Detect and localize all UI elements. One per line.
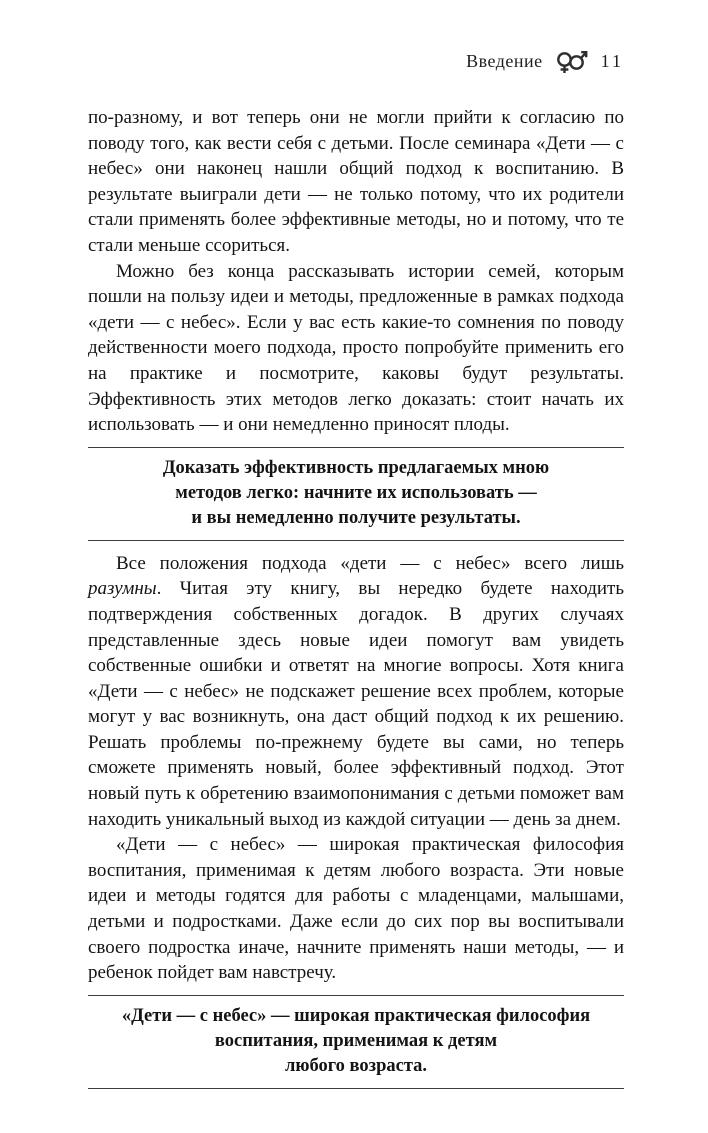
callout-line: и вы немедленно получите результаты. xyxy=(191,507,521,528)
paragraph-continuation: по-разному, и вот теперь они не могли прийти к согласию по поводу того, как вести себя с детьми. После семинара «Дети — с небес» они наконец нашли общий подход к воспитанию. В результате выиграли дети — не только потому, что их родители стали применять более эффективные методы, но и потому, что те стали меньше ссориться. xyxy=(88,107,624,256)
gender-symbols-icon xyxy=(554,48,588,75)
section-title: Введение xyxy=(466,51,543,71)
page-body xyxy=(88,105,624,1089)
paragraph-text: . Читая эту книгу, вы нередко будете находить подтверждения собственных догадок. В других случаях представленные здесь новые идеи помогут вам увидеть собственные ошибки и ответят на многие вопросы. Хотя книга «Дети — с небес» не подскажет решение всех проблем, которые могут у вас возникнуть, она даст общий подход к их решению. Решать проблемы по-прежнему будете вы сами, но теперь сможете применять новый, более эффективный подход. Этот новый путь к обретению взаимопонимания с детьми поможет вам находить уникальный выход из каждой ситуации — день за днем. xyxy=(88,578,624,830)
callout-line: методов легко: начните их использовать — xyxy=(175,482,537,503)
callout-line: Доказать эффективность предлагаемых мною xyxy=(162,457,550,478)
paragraph-text: Все положения подхода «дети — с небес» всего лишь xyxy=(116,552,624,574)
paragraph xyxy=(88,551,624,833)
callout-line: «Дети — с небес» — широкая практическая философия xyxy=(121,1005,591,1026)
page-header xyxy=(88,48,624,75)
page-number: 11 xyxy=(600,51,624,71)
paragraph: «Дети — с небес» — широкая практическая философия воспитания, применимая к детям любого возраста. Эти новые идеи и методы годятся для работы с младенцами, малышами, детьми и подростками. Даже если до сих пор вы воспитывали своего подростка иначе, начните применять наши методы, — и ребенок пойдет вам навстречу. xyxy=(88,834,624,984)
callout-line: любого возраста. xyxy=(284,1055,428,1076)
callout-quote xyxy=(88,995,624,1089)
callout-quote xyxy=(88,447,624,541)
paragraph-italic-text: разумны xyxy=(88,578,157,600)
callout-line: воспитания, применимая к детям xyxy=(214,1030,498,1051)
paragraph: Можно без конца рассказывать истории семей, которым пошли на пользу идеи и методы, предложенные в рамках подхода «дети — с небес». Если у вас есть какие-то сомнения по поводу действенности моего подхода, просто попробуйте применить его на практике и посмотрите, каковы будут результаты. Эффективность этих методов легко доказать: стоит начать их использовать — и они немедленно приносят плоды. xyxy=(88,260,624,436)
